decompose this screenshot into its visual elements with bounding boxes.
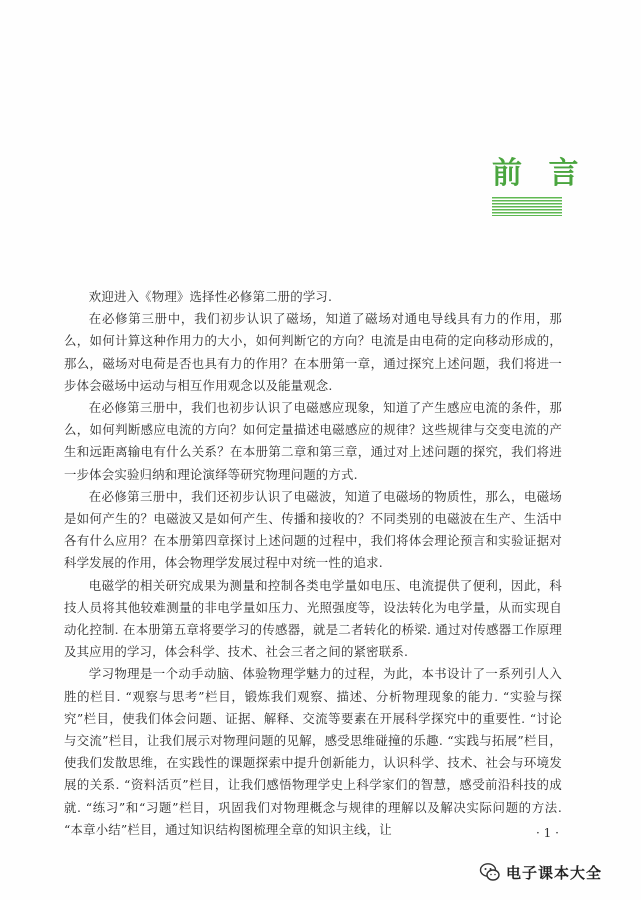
paragraph-electromagnetic-waves: 在必修第三册中，我们还初步认识了电磁波，知道了电磁场的物质性，那么，电磁场是如何产生的？电磁波又是如何产生、传播和接收的？不同类别的电磁波在生产、生活中各有什么应用？在本册第四章探讨上述问题的过程中，我们将体会理论预言和实验证据对科学发展的作用，体会物理学发展过程中对统一性的追求. xyxy=(64,488,562,571)
preface-body xyxy=(64,286,562,841)
paragraph-book-columns: 学习物理是一个动手动脑、体验物理学魅力的过程，为此，本书设计了一系列引人入胜的栏目. “观察与思考”栏目，锻炼我们观察、描述、分析物理现象的能力. “实验与探究”栏目，使我们体会问题、证据、解释、交流等要素在开展科学探究中的重要性. “讨论与交流”栏目，让我们展示对物理问题的见解，感受思维碰撞的乐趣. “实践与拓展”栏目，使我们发散思维，在实践性的课题探索中提升创新能力，认识科学、技术、社会与环境发展的关系. “资料活页”栏目，让我们感悟物理学史上科学家们的智慧，感受前沿科技的成就. “练习”和“习题”栏目，巩固我们对物理概念与规律的理解以及解决实际问题的方法. “本章小结”栏目，通过知识结构图梳理全章的知识主线，让 xyxy=(64,666,562,837)
title-decoration-bar xyxy=(492,197,562,216)
watermark xyxy=(479,857,602,887)
wechat-icon xyxy=(479,861,501,883)
paragraph-electromagnetic-induction: 在必修第三册中，我们也初步认识了电磁感应现象，知道了产生感应电流的条件，那么，如何判断感应电流的方向？如何定量描述电磁感应的规律？这些规律与交变电流的产生和远距离输电有什么关系？在本册第二章和第三章，通过对上述问题的探究，我们将进一步体会实验归纳和理论演绎等研究物理问题的方式. xyxy=(64,400,562,482)
page-number: · 1 · xyxy=(536,826,559,840)
paragraph-intro: 欢迎进入《物理》选择性必修第二册的学习. xyxy=(88,289,333,304)
paragraph-sensors: 电磁学的相关研究成果为测量和控制各类电学量如电压、电流提供了便利，因此，科技人员将其他较难测量的非电学量如压力、光照强度等，设法转化为电学量，从而实现自动化控制. 在本册第五章将要学习的传感器，就是二者转化的桥梁. 通过对传感器工作原理及其应用的学习，体会科学、技术、社会三者之间的紧密联系. xyxy=(64,577,562,660)
watermark-text: 电子课本大全 xyxy=(506,863,603,882)
page-title: 前 言 xyxy=(492,156,587,191)
paragraph-magnetic-field: 在必修第三册中，我们初步认识了磁场，知道了磁场对通电导线具有力的作用，那么，如何计算这种作用力的大小，如何判断它的方向？电流是由电荷的定向移动形成的，那么，磁场对电荷是否也具有力的作用？在本册第一章，通过探究上述问题，我们将进一步体会磁场中运动与相互作用观念以及能量观念. xyxy=(64,311,562,393)
